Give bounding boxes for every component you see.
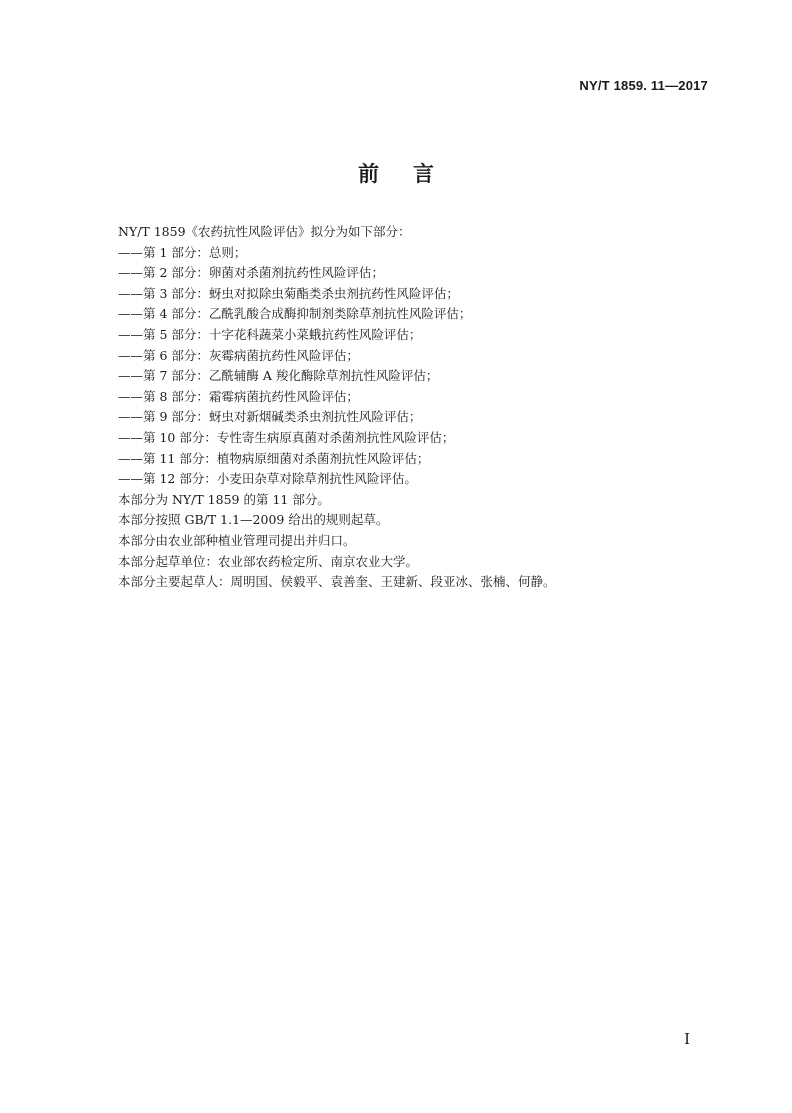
part-item: ——第 4 部分：乙酰乳酸合成酶抑制剂类除草剂抗性风险评估；: [118, 306, 472, 322]
part-item: ——第 2 部分：卵菌对杀菌剂抗药性风险评估；: [118, 265, 384, 281]
part-item: ——第 11 部分：植物病原细菌对杀菌剂抗性风险评估；: [118, 450, 430, 466]
part-item: ——第 5 部分：十字花科蔬菜小菜蛾抗药性风险评估；: [118, 326, 422, 342]
part-item: ——第 10 部分：专性寄生病原真菌对杀菌剂抗性风险评估；: [118, 429, 455, 445]
foreword-body: [118, 222, 718, 593]
statement-line: 本部分由农业部种植业管理司提出并归口。: [118, 532, 356, 548]
statement-line: 本部分起草单位：农业部农药检定所、南京农业大学。: [118, 553, 419, 569]
intro-line: NY/T 1859《农药抗性风险评估》拟分为如下部分：: [118, 224, 411, 239]
part-item: ——第 6 部分：灰霉病菌抗药性风险评估；: [118, 347, 359, 363]
part-item: ——第 3 部分：蚜虫对拟除虫菊酯类杀虫剂抗药性风险评估；: [118, 285, 459, 301]
part-item: ——第 1 部分：总则；: [118, 244, 247, 260]
statement-line: 本部分主要起草人：周明国、侯毅平、袁善奎、王建新、段亚冰、张楠、何静。: [118, 574, 556, 590]
part-item: ——第 9 部分：蚜虫对新烟碱类杀虫剂抗性风险评估；: [118, 409, 422, 425]
statement-line: 本部分按照 GB/T 1.1—2009 给出的规则起草。: [118, 512, 389, 528]
document-code: NY/T 1859. 11—2017: [579, 78, 708, 93]
part-item: ——第 8 部分：霜霉病菌抗药性风险评估；: [118, 388, 359, 404]
page-title: 前言: [358, 162, 468, 186]
part-item: ——第 7 部分：乙酰辅酶 A 羧化酶除草剂抗性风险评估；: [118, 368, 439, 384]
part-item: ——第 12 部分：小麦田杂草对除草剂抗性风险评估。: [118, 471, 417, 487]
statement-line: 本部分为 NY/T 1859 的第 11 部分。: [118, 491, 330, 507]
page-number: I: [684, 1030, 690, 1048]
